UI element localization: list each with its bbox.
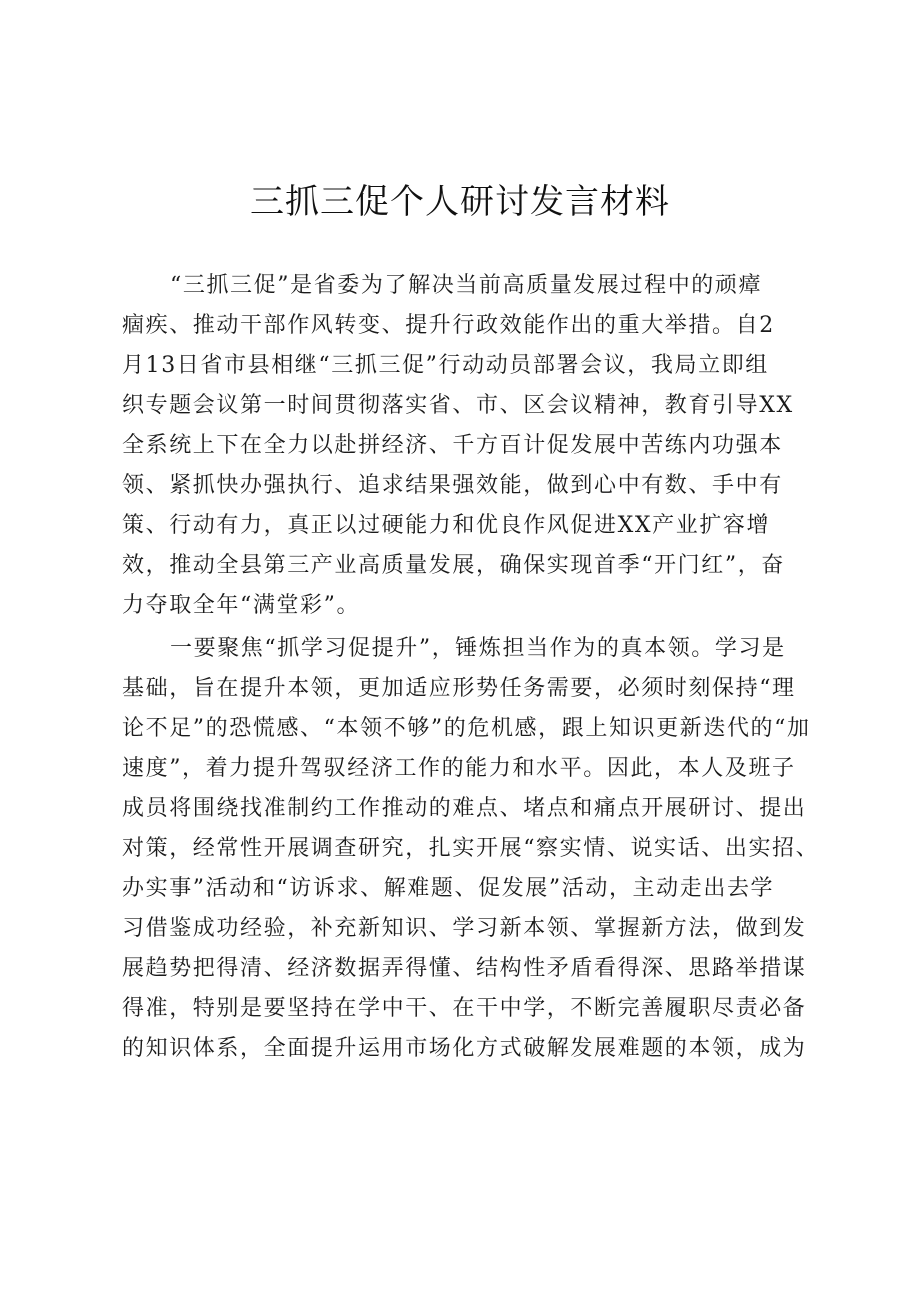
paragraph-2-line-1: 一要聚焦“抓学习促提升”，锤炼担当作为的真本领。学习是 xyxy=(170,636,786,661)
paragraph-1-line-2: 痼疾、推动干部作风转变、提升行政效能作出的重大举措。自2 xyxy=(122,313,775,338)
paragraph-1-line-5: 全系统上下在全力以赴拼经济、千方百计促发展中苦练内功强本 xyxy=(122,433,783,458)
paragraph-1-line-9: 力夺取全年“满堂彩”。 xyxy=(122,593,361,618)
paragraph-1-line-8: 效，推动全县第三产业高质量发展，确保实现首季“开门红”，奋 xyxy=(122,553,785,578)
paragraph-2-line-3: 论不足”的恐慌感、“本领不够”的危机感，跟上知识更新迭代的“加 xyxy=(122,716,811,741)
document-body xyxy=(122,266,820,1069)
paragraph-1-line-3: 月13日省市县相继“三抓三促”行动动员部署会议，我局立即组 xyxy=(122,353,769,378)
paragraph-2-line-7: 办实事”活动和“访诉求、解难题、促发展”活动，主动走出去学 xyxy=(122,876,775,901)
paragraph-2-line-8: 习借鉴成功经验，补充新知识、学习新本领、掌握新方法，做到发 xyxy=(122,916,807,941)
paragraph-2-line-10: 得准，特别是要坚持在学中干、在干中学，不断完善履职尽责必备 xyxy=(122,996,807,1021)
paragraph-1-line-6: 领、紧抓快办强执行、追求结果强效能，做到心中有数、手中有 xyxy=(122,473,783,498)
paragraph-1-line-1: “三抓三促”是省委为了解决当前高质量发展过程中的顽瘴 xyxy=(170,273,763,298)
paragraph-2-line-5: 成员将围绕找准制约工作推动的难点、堵点和痛点开展研讨、提出 xyxy=(122,796,807,821)
paragraph-1-line-4: 织专题会议第一时间贯彻落实省、市、区会议精神，教育引导XX xyxy=(122,393,794,418)
paragraph-2-line-2: 基础，旨在提升本领，更加适应形势任务需要，必须时刻保持“理 xyxy=(122,676,796,701)
paragraph-2-line-11: 的知识体系，全面提升运用市场化方式破解发展难题的本领，成为 xyxy=(122,1036,807,1061)
paragraph-2-line-9: 展趋势把得清、经济数据弄得懂、结构性矛盾看得深、思路举措谋 xyxy=(122,956,807,981)
document-title: 三抓三促个人研讨发言材料 xyxy=(250,182,670,222)
paragraph-2-line-6: 对策，经常性开展调查研究，扎实开展“察实情、说实话、出实招、 xyxy=(122,836,820,861)
paragraph-1-line-7: 策、行动有力，真正以过硬能力和优良作风促进XX产业扩容增 xyxy=(122,513,771,538)
paragraph-2-line-4: 速度”，着力提升驾驭经济工作的能力和水平。因此，本人及班子 xyxy=(122,756,796,781)
